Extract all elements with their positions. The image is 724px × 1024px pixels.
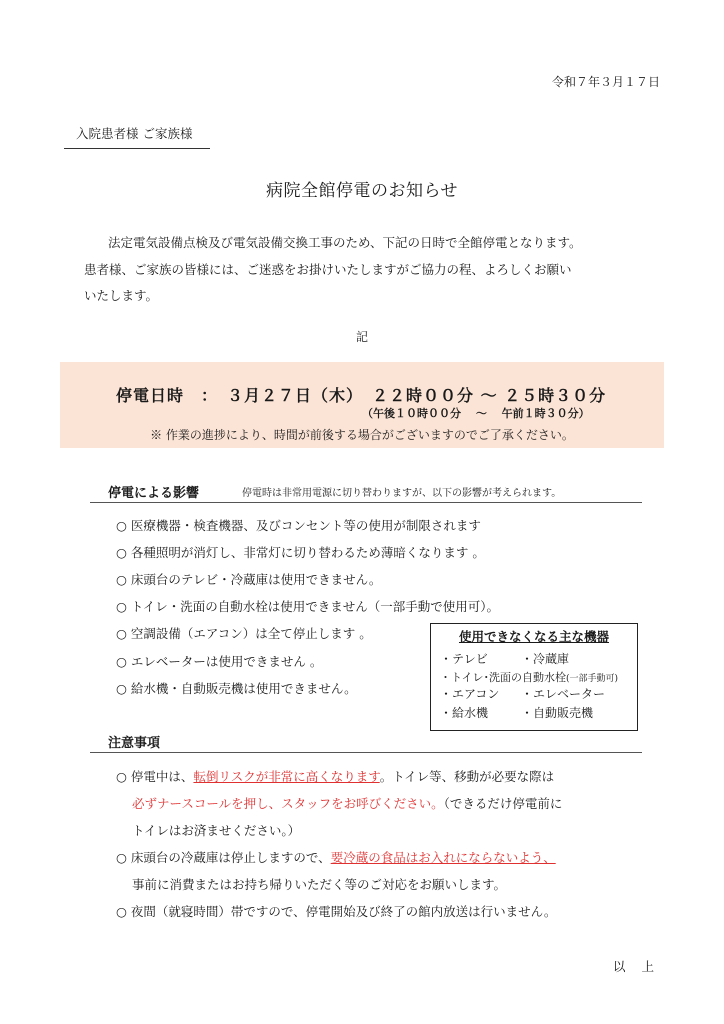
addressee: 入院患者様 ご家族様 bbox=[64, 124, 210, 149]
bullet-icon: ○ bbox=[116, 572, 127, 587]
effect-text: 各種照明が消灯し、非常灯に切り替わるため薄暗くなります 。 bbox=[130, 545, 485, 560]
note-line bbox=[116, 767, 554, 785]
note-line bbox=[132, 794, 562, 812]
bullet-icon: ○ bbox=[116, 599, 127, 614]
effect-text: トイレ・洗面の自動水栓は使用できません（一部手動で使用可）。 bbox=[130, 599, 500, 614]
page-title: 病院全館停電のお知らせ bbox=[266, 181, 458, 201]
effect-text: 床頭台のテレビ・冷蔵庫は使用できません。 bbox=[130, 572, 382, 587]
note-line bbox=[116, 902, 556, 920]
note-text: 床頭台の冷蔵庫は停止しますので、 bbox=[130, 850, 331, 865]
effect-item bbox=[116, 652, 322, 670]
effects-section-header bbox=[90, 482, 642, 503]
equipment-item: ・エレベーター bbox=[521, 687, 606, 701]
outage-datetime: 停電日時 ： ３月２７日（木） ２２時００分 〜 ２５時３０分 bbox=[116, 386, 607, 405]
bullet-icon: ○ bbox=[116, 626, 127, 641]
equipment-item bbox=[440, 669, 618, 685]
effect-text: 医療機器・検査機器、及びコンセント等の使用が制限されます bbox=[130, 518, 481, 533]
intro-line: 患者様、ご家族の皆様には、ご迷惑をお掛けいたしますがご協力の程、よろしくお願い bbox=[84, 261, 572, 277]
equipment-text: ・トイレ･洗面の自動水栓 bbox=[440, 671, 566, 684]
closing-mark: 以 上 bbox=[613, 959, 660, 974]
effect-item bbox=[116, 624, 372, 642]
note-line bbox=[116, 848, 556, 866]
note-line: 事前に消費またはお持ち帰りいただく等のご対応をお願いします。 bbox=[132, 877, 507, 892]
note-line: トイレはお済ませください。） bbox=[132, 823, 301, 838]
note-emphasis: 必ずナースコールを押し、スタッフをお呼びください。 bbox=[132, 796, 444, 811]
equipment-item: ・エアコン bbox=[440, 687, 500, 701]
bullet-icon: ○ bbox=[116, 904, 127, 919]
effect-item bbox=[116, 543, 485, 561]
note-emphasis: 要冷蔵の食品はお入れにならないよう、 bbox=[330, 850, 556, 865]
note-text: （できるだけ停電前に bbox=[443, 796, 563, 811]
note-text: 停電中は、 bbox=[130, 769, 194, 784]
effect-item bbox=[116, 679, 357, 697]
intro-paragraph bbox=[84, 230, 636, 310]
ki-marker: 記 bbox=[355, 330, 368, 344]
note-emphasis: 転倒リスクが非常に高くなります bbox=[193, 769, 380, 784]
intro-line: 法定電気設備点検及び電気設備交換工事のため、下記の日時で全館停電となります。 bbox=[108, 235, 582, 250]
effect-item bbox=[116, 516, 481, 534]
intro-line: いたします。 bbox=[84, 288, 159, 303]
effect-item bbox=[116, 597, 499, 615]
bullet-icon: ○ bbox=[116, 545, 127, 560]
equipment-item: ・テレビ bbox=[440, 652, 488, 666]
note-text: 夜間（就寝時間）帯ですので、停電開始及び終了の館内放送は行いません。 bbox=[130, 904, 557, 919]
notes-heading: 注意事項 bbox=[108, 736, 161, 751]
document-date: 令和７年３月１７日 bbox=[551, 75, 660, 89]
equipment-note: (一部手動可) bbox=[565, 674, 618, 684]
effects-heading: 停電による影響 bbox=[108, 486, 200, 501]
bullet-icon: ○ bbox=[116, 654, 127, 669]
outage-datetime-alt: （午後１０時００分 〜 午前１時３０分） bbox=[362, 407, 590, 420]
effect-item bbox=[116, 570, 381, 588]
effects-subheading: 停電時は非常用電源に切り替わりますが、以下の影響が考えられます。 bbox=[242, 488, 562, 499]
effect-text: 空調設備（エアコン）は全て停止します 。 bbox=[130, 626, 372, 641]
effect-text: 給水機・自動販売機は使用できません。 bbox=[130, 681, 357, 696]
bullet-icon: ○ bbox=[116, 769, 127, 784]
effect-text: エレベーターは使用できません 。 bbox=[130, 654, 323, 669]
bullet-icon: ○ bbox=[116, 681, 127, 696]
bullet-icon: ○ bbox=[116, 850, 127, 865]
equipment-item: ・自動販売機 bbox=[521, 706, 594, 720]
equipment-item: ・給水機 bbox=[440, 706, 489, 720]
box-title: 使用できなくなる主な機器 bbox=[458, 629, 609, 644]
equipment-item: ・冷蔵庫 bbox=[521, 652, 570, 666]
bullet-icon: ○ bbox=[116, 518, 127, 533]
outage-note: ※ 作業の進捗により、時間が前後する場合がございますのでご了承ください。 bbox=[150, 428, 574, 442]
notes-section-header bbox=[90, 732, 642, 753]
note-text: 。トイレ等、移動が必要な際は bbox=[379, 769, 555, 784]
